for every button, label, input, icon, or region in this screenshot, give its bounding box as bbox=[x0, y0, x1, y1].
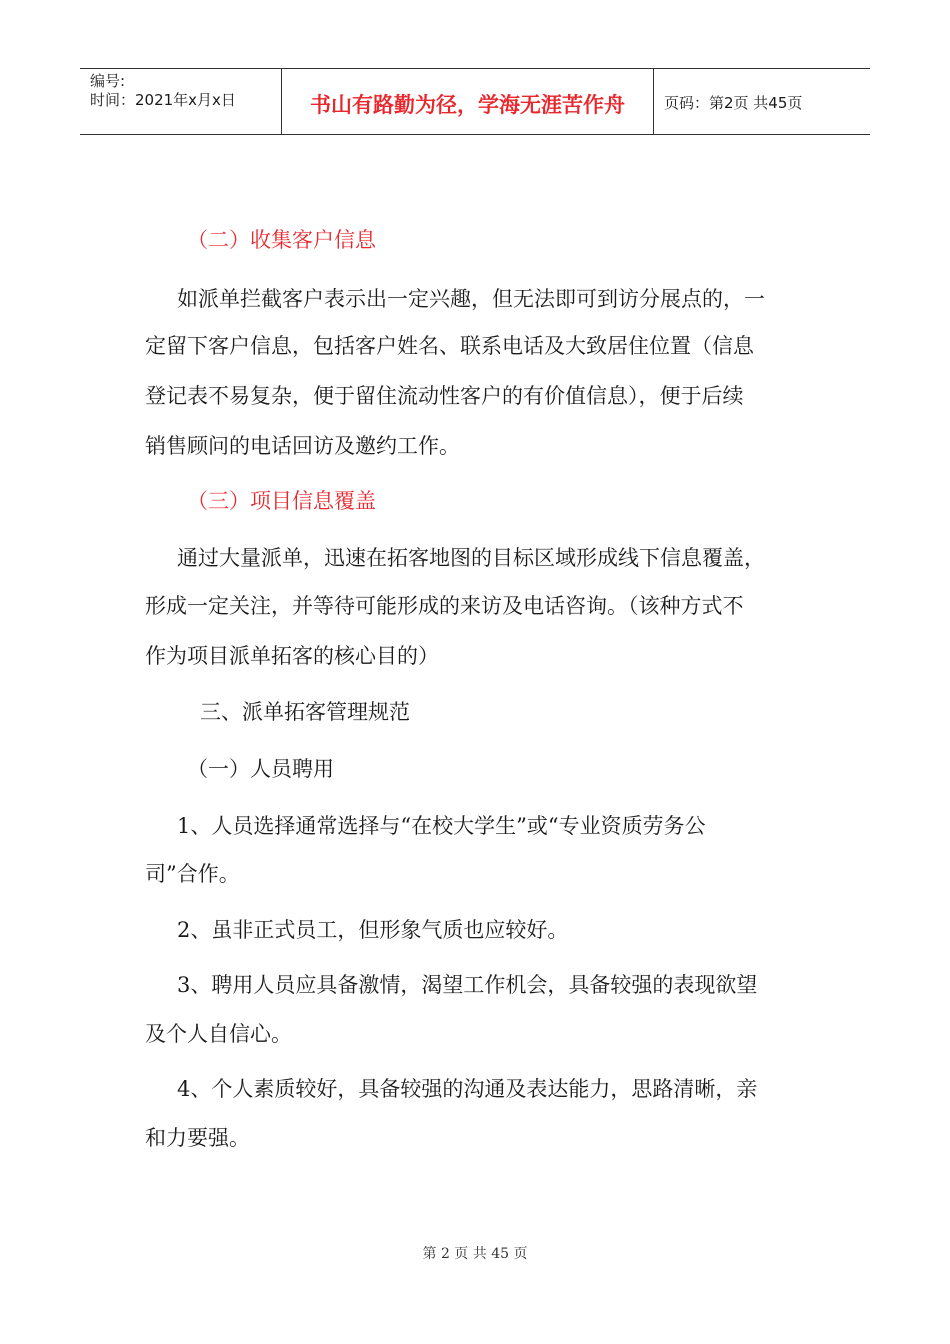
header-table bbox=[80, 68, 870, 135]
header-page-info: 页码：第2页 共45页 bbox=[664, 94, 803, 112]
serial-label: 编号: bbox=[90, 72, 126, 90]
list-item: 3、聘用人员应具备激情，渴望工作机会，具备较强的表现欲望 bbox=[177, 973, 758, 997]
list-item: 2、虽非正式员工，但形象气质也应较好。 bbox=[177, 918, 569, 942]
paragraph-line: 形成一定关注，并等待可能形成的来访及电话咨询。（该种方式不 bbox=[145, 594, 744, 618]
heading-collect-info: （二）收集客户信息 bbox=[187, 228, 376, 252]
list-item-continuation: 及个人自信心。 bbox=[145, 1022, 292, 1046]
paragraph-line: 作为项目派单拓客的核心目的） bbox=[145, 644, 439, 668]
section-heading: 三、派单拓客管理规范 bbox=[200, 700, 410, 724]
heading-project-cover: （三）项目信息覆盖 bbox=[187, 489, 376, 513]
header-meta-cell bbox=[80, 69, 282, 134]
header-motto: 书山有路勤为径，学海无涯苦作舟 bbox=[282, 69, 654, 134]
paragraph-line: 通过大量派单，迅速在拓客地图的目标区域形成线下信息覆盖， bbox=[177, 546, 765, 570]
list-item: 4、个人素质较好，具备较强的沟通及表达能力，思路清晰，亲 bbox=[177, 1077, 758, 1101]
list-item-continuation: 和力要强。 bbox=[145, 1126, 250, 1150]
list-item-continuation: 司”合作。 bbox=[145, 862, 240, 886]
paragraph-line: 如派单拦截客户表示出一定兴趣，但无法即可到访分展点的，一 bbox=[177, 287, 765, 311]
date-label: 时间：2021年x月x日 bbox=[90, 91, 236, 109]
paragraph-line: 定留下客户信息，包括客户姓名、联系电话及大致居住位置（信息 bbox=[145, 334, 754, 358]
paragraph-line: 登记表不易复杂，便于留住流动性客户的有价值信息），便于后续 bbox=[145, 384, 744, 408]
list-item: 1、人员选择通常选择与“在校大学生”或“专业资质劳务公 bbox=[177, 814, 706, 838]
paragraph-line: 销售顾问的电话回访及邀约工作。 bbox=[145, 434, 460, 458]
subsection-heading: （一）人员聘用 bbox=[187, 757, 334, 781]
page-footer: 第 2 页 共 45 页 bbox=[422, 1246, 528, 1262]
